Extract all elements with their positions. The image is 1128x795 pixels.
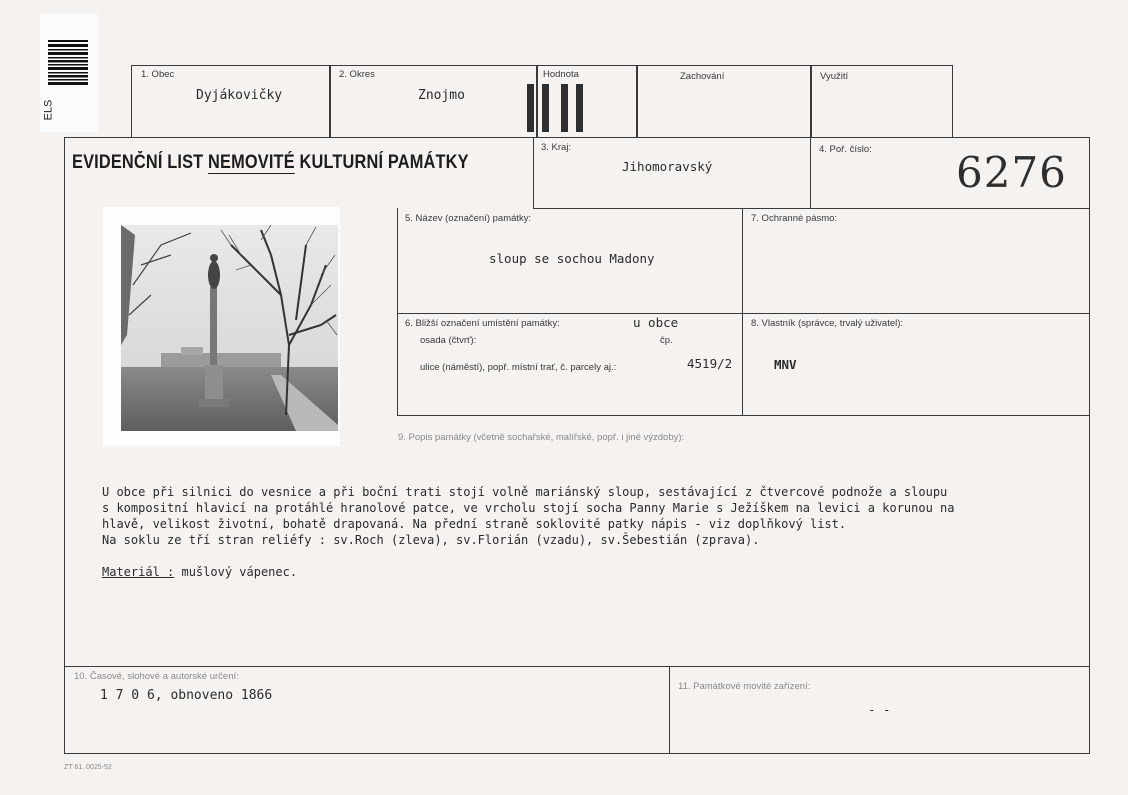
popis-text bbox=[102, 484, 955, 548]
obec-label: 1. Obec bbox=[141, 69, 175, 80]
form-code: ZT 61. 0025-52 bbox=[64, 764, 112, 771]
material-line bbox=[102, 565, 297, 579]
zarizeni-value: - - bbox=[868, 702, 891, 717]
vyuziti-label: Využití bbox=[820, 71, 849, 82]
por-cislo-value: 6276 bbox=[956, 148, 1067, 197]
material-value: mušlový vápenec. bbox=[181, 565, 298, 579]
hodnota-marks bbox=[527, 84, 587, 132]
kraj-value: Jihomoravský bbox=[622, 159, 713, 174]
material-label: Materiál : bbox=[102, 565, 175, 579]
section-bottom-line bbox=[397, 415, 1090, 416]
monument-photo-image bbox=[121, 225, 338, 431]
popis-line: U obce při silnici do vesnice a při boční trati stojí volně mariánský sloup, sestávající z čtvercové podnože a sloupu bbox=[102, 485, 948, 499]
kraj-bottom-line bbox=[533, 208, 1090, 209]
parcela-value: 4519/2 bbox=[687, 356, 733, 371]
osada-label: osada (čtvrť): bbox=[420, 335, 477, 346]
section-left-divider bbox=[397, 208, 398, 416]
bottom-section-divider bbox=[669, 666, 670, 754]
umisteni-value: u obce bbox=[633, 315, 679, 330]
nazev-label: 5. Název (označení) památky: bbox=[405, 213, 532, 224]
zarizeni-label: 11. Památkové movité zařízení: bbox=[678, 681, 811, 692]
nazev-value: sloup se sochou Madony bbox=[489, 251, 655, 266]
kraj-left-divider bbox=[533, 137, 534, 209]
ochranne-pasmo-label: 7. Ochranné pásmo: bbox=[751, 213, 838, 224]
por-cislo-label: 4. Poř. číslo: bbox=[819, 144, 872, 155]
monument-photo bbox=[103, 207, 340, 446]
barcode-text: ELS bbox=[42, 99, 55, 121]
obec-value: Dyjákovičky bbox=[196, 88, 283, 103]
section-mid-divider bbox=[742, 208, 743, 416]
title-prefix: EVIDENČNÍ LIST bbox=[72, 152, 204, 173]
popis-line: Na soklu ze tří stran reliéfy : sv.Roch (zleva), sv.Florián (vzadu), sv.Šebestián (zprava). bbox=[102, 533, 760, 547]
cislo-left-divider bbox=[810, 137, 811, 209]
okres-label: 2. Okres bbox=[339, 69, 375, 80]
umisteni-label: 6. Bližší označení umístění památky: bbox=[405, 318, 560, 329]
bottom-section-line bbox=[64, 666, 1090, 667]
popis-line: hlavě, velikost životní, bohatě drapovaná. Na přední straně soklovité patky nápis - viz doplňkový list. bbox=[102, 517, 847, 531]
barcode-icon bbox=[48, 40, 88, 86]
vlastnik-label: 8. Vlastník (správce, trvalý uživatel): bbox=[751, 318, 904, 329]
zachovani-label: Zachování bbox=[680, 71, 725, 82]
datace-label: 10. Časové, slohové a autorské určení: bbox=[74, 671, 239, 682]
okres-value: Znojmo bbox=[418, 88, 465, 103]
ulice-label: ulice (náměstí), popř. místní trať, č. parcely aj.: bbox=[420, 362, 617, 373]
barcode-sticker bbox=[40, 14, 98, 132]
title-underlined: NEMOVITÉ bbox=[208, 152, 295, 173]
title-suffix: KULTURNÍ PAMÁTKY bbox=[299, 152, 469, 173]
popis-label: 9. Popis památky (včetně sochařské, malířské, popř. i jiné výzdoby): bbox=[398, 432, 685, 443]
hodnota-label: Hodnota bbox=[543, 69, 579, 80]
form-title bbox=[72, 152, 469, 174]
vlastnik-value: MNV bbox=[774, 357, 797, 372]
datace-value: 1 7 0 6, obnoveno 1866 bbox=[100, 688, 273, 703]
section-mid-line bbox=[397, 313, 1090, 314]
kraj-label: 3. Kraj: bbox=[541, 142, 572, 153]
cp-label: čp. bbox=[660, 335, 673, 346]
popis-line: s kompositní hlavicí na protáhlé hranolové patce, ve vrcholu stojí socha Panny Marie s Ježíškem na levici a korunou na bbox=[102, 501, 955, 515]
